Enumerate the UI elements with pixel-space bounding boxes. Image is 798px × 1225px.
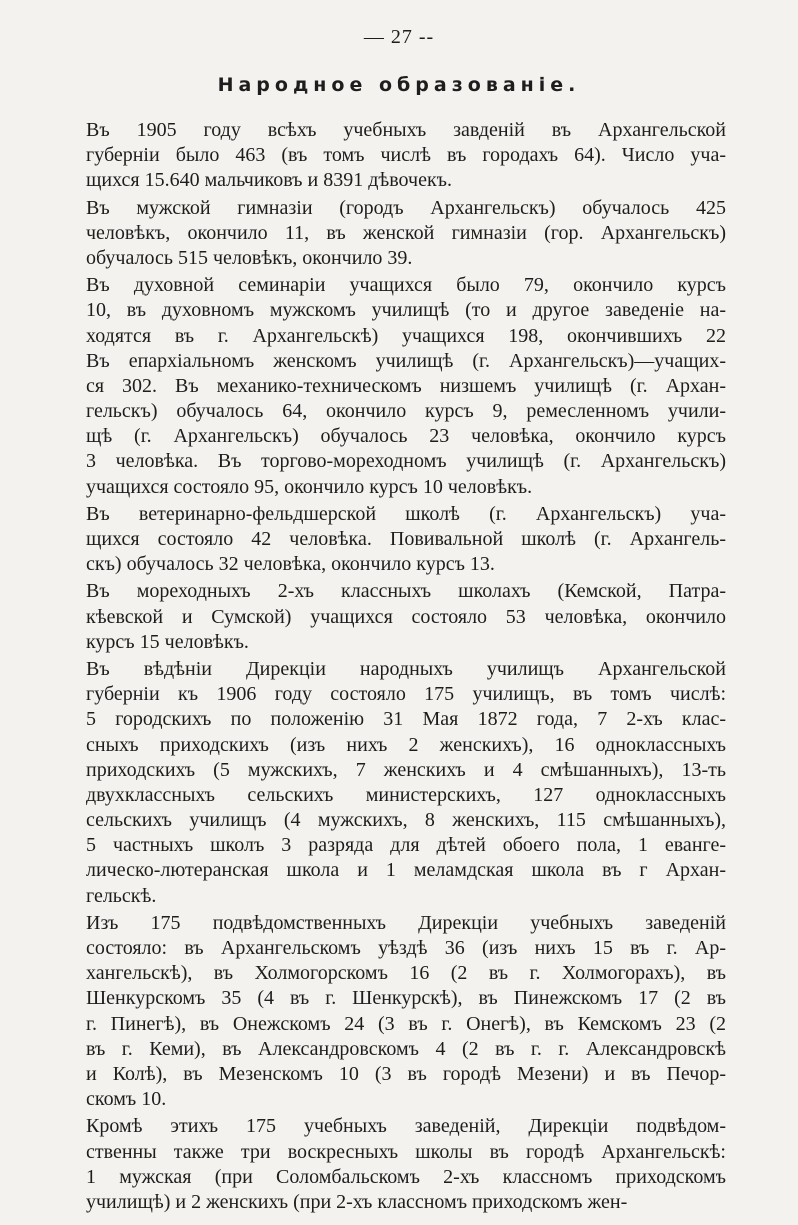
text-line: губерніи было 463 (въ томъ числѣ въ городахъ 64). Число уча- bbox=[86, 144, 726, 167]
text-line: Въ мореходныхъ 2-хъ классныхъ школахъ (Кемской, Патра- bbox=[86, 580, 726, 603]
text-line: 3 человѣка. Въ торгово-мореходномъ училищѣ (г. Архангельскъ) bbox=[86, 450, 726, 473]
text-line: губерніи къ 1906 году состояло 175 училищъ, въ томъ числѣ: bbox=[86, 683, 726, 706]
text-line: 1 мужская (при Соломбальскомъ 2-хъ классномъ приходскомъ bbox=[86, 1165, 726, 1188]
text-line: училищѣ) и 2 женскихъ (при 2-хъ классномъ приходскомъ жен- bbox=[86, 1190, 628, 1213]
paragraph bbox=[86, 1114, 726, 1215]
text-line: г. Пинегѣ), въ Онежскомъ 24 (3 въ г. Онегѣ), въ Кемскомъ 23 (2 bbox=[86, 1012, 726, 1035]
text-line: Въ 1905 году всѣхъ учебныхъ завденій въ Архангельской bbox=[86, 119, 726, 141]
text-line: состояло: въ Архангельскомъ уѣздѣ 36 (изъ нихъ 15 въ г. Ар- bbox=[86, 937, 726, 959]
body-text bbox=[86, 118, 726, 1217]
text-line: кѣевской и Сумской) учащихся состояло 53 человѣка, окончило bbox=[86, 605, 726, 628]
paragraph bbox=[86, 118, 726, 194]
text-line: курсъ 15 человѣкъ. bbox=[86, 630, 249, 653]
text-line: щихся 15.640 мальчиковъ и 8391 дѣвочекъ. bbox=[86, 169, 453, 192]
text-line: гельскъ) обучалось 64, окончило курсъ 9, ремесленномъ учили- bbox=[86, 400, 726, 423]
page-number: — 27 -- bbox=[363, 26, 435, 48]
text-line: 10, въ духовномъ мужскомъ училищѣ (то и другое заведеніе на- bbox=[86, 299, 726, 322]
text-line: 5 частныхъ школъ 3 разряда для дѣтей обоего пола, 1 еванге- bbox=[86, 834, 726, 857]
text-line: ходятся въ г. Архангельскѣ) учащихся 198, окончившихъ 22 bbox=[86, 324, 726, 347]
text-line: 5 городскихъ по положенію 31 Мая 1872 года, 7 2-хъ клас- bbox=[86, 708, 726, 731]
text-line: Въ епархіальномъ женскомъ училищѣ (г. Архангельскъ)—учащих- bbox=[86, 349, 726, 372]
paragraph bbox=[86, 273, 726, 500]
text-line: Шенкурскомъ 35 (4 въ г. Шенкурскѣ), въ Пинежскомъ 17 (2 въ bbox=[86, 987, 726, 1010]
text-line: учащихся состояло 95, окончило курсъ 10 человѣкъ. bbox=[86, 475, 533, 498]
text-line: и Колѣ), въ Мезенскомъ 10 (3 въ городѣ Мезени) и въ Печор- bbox=[86, 1062, 726, 1085]
text-line: Въ ветеринарно-фельдшерской школѣ (г. Архангельскъ) уча- bbox=[86, 502, 726, 525]
paragraph bbox=[86, 579, 726, 655]
section-heading: Народное образованіе. bbox=[217, 74, 581, 96]
text-line: ственны также три воскресныхъ школы въ городѣ Архангельскѣ: bbox=[86, 1140, 726, 1163]
text-line: лическо-лютеранская школа и 1 меламдская школа въ г Архан- bbox=[86, 859, 726, 882]
text-line: въ г. Кеми), въ Александровскомъ 4 (2 въ г. г. Александровскѣ bbox=[86, 1037, 726, 1060]
text-line: Въ мужской гимназіи (городъ Архангельскъ) обучалось 425 bbox=[86, 196, 726, 219]
text-line: Изъ 175 подвѣдомственныхъ Дирекціи учебныхъ заведеній bbox=[86, 911, 726, 934]
paragraph bbox=[86, 911, 726, 1113]
text-line: приходскихъ (5 мужскихъ, 7 женскихъ и 4 смѣшанныхъ), 13-ть bbox=[86, 758, 726, 781]
text-line: Въ духовной семинаріи учащихся было 79, окончило курсъ bbox=[86, 274, 726, 297]
text-line: обучалось 515 человѣкъ, окончило 39. bbox=[86, 246, 413, 269]
text-line: ся 302. Въ механико-техническомъ низшемъ училищѣ (г. Архан- bbox=[86, 374, 726, 397]
paragraph bbox=[86, 502, 726, 578]
text-line: Въ вѣдѣніи Дирекціи народныхъ училищъ Архангельской bbox=[86, 657, 726, 680]
text-line: двухклассныхъ сельскихъ министерскихъ, 127 одноклассныхъ bbox=[86, 783, 726, 806]
text-line: щихся состояло 42 человѣка. Повивальной школѣ (г. Архангель- bbox=[86, 528, 726, 550]
text-line: хангельскѣ), въ Холмогорскомъ 16 (2 въ г. Холмогорахъ), въ bbox=[86, 962, 726, 985]
text-line: гельскѣ. bbox=[86, 884, 157, 907]
text-line: скомъ 10. bbox=[86, 1088, 167, 1111]
paragraph bbox=[86, 196, 726, 272]
text-line: Кромѣ этихъ 175 учебныхъ заведеній, Дирекціи подвѣдом- bbox=[86, 1115, 726, 1138]
text-line: человѣкъ, окончило 11, въ женской гимназіи (гор. Архангельскъ) bbox=[86, 221, 726, 244]
text-line: сныхъ приходскихъ (изъ нихъ 2 женскихъ), 16 одноклассныхъ bbox=[86, 733, 726, 756]
paragraph bbox=[86, 657, 726, 909]
text-line: сельскихъ училищъ (4 мужскихъ, 8 женскихъ, 115 смѣшанныхъ), bbox=[86, 809, 726, 832]
text-line: скъ) обучалось 32 человѣка, окончило курсъ 13. bbox=[86, 553, 495, 576]
text-line: щѣ (г. Архангельскъ) обучалось 23 человѣка, окончило курсъ bbox=[86, 425, 726, 448]
